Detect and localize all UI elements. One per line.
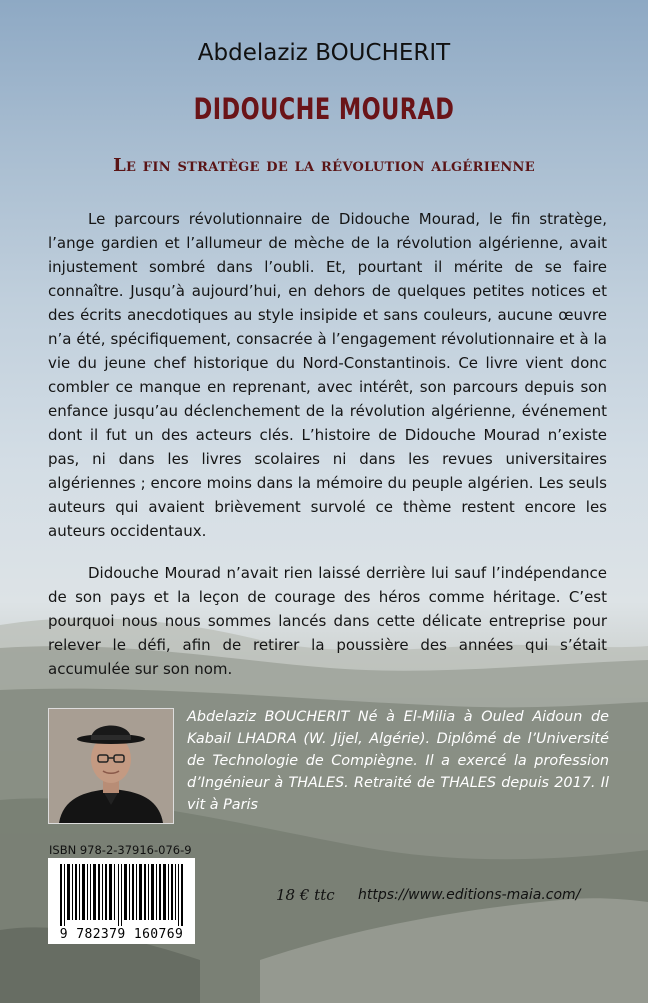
author-name: Abdelaziz BOUCHERIT bbox=[197, 40, 451, 66]
book-subtitle: Le fin stratège de la révolution algérienne bbox=[113, 155, 535, 176]
isbn-barcode bbox=[48, 858, 195, 944]
synopsis bbox=[48, 207, 607, 699]
publisher-url: https://www.editions-maia.com/ bbox=[358, 887, 581, 903]
barcode-digits: 9 782379 160769 bbox=[59, 927, 184, 942]
isbn-label: ISBN 978-2-37916-076-9 bbox=[49, 843, 192, 857]
price: 18 € ttc bbox=[276, 886, 335, 904]
author-bio: Abdelaziz BOUCHERIT Né à El-Milia à Ouled Aidoun de Kabail LHADRA (W. Jijel, Algérie). Diplômé de l’Université de Technologie de Compiègne. Il a exercé la profession d’Ingénieur à THALES. Retraité de THALES depuis 2017. Il vit à Paris bbox=[187, 709, 609, 813]
book-title: DIDOUCHE MOURAD bbox=[193, 92, 455, 126]
author-photo bbox=[48, 708, 174, 824]
synopsis-paragraph: Didouche Mourad n’avait rien laissé derrière lui sauf l’indépendance de son pays et la leçon de courage des héros comme héritage. C’est pourquoi nous nous sommes lancés dans cette délicate entreprise pour relever le défi, afin de retirer la poussière des années qui s’était accumulée sur son nom. bbox=[48, 564, 607, 678]
synopsis-paragraph: Le parcours révolutionnaire de Didouche Mourad, le fin stratège, l’ange gardien et l’allumeur de mèche de la révolution algérienne, avait injustement sombré dans l’oubli. Et, pourtant il mérite de se faire connaître. Jusqu’à aujourd’hui, en dehors de quelques petites notices et des écrits anecdotiques au style insipide et sans couleurs, aucune œuvre n’a été, spécifiquement, consacrée à l’engagement révolutionnaire et à la vie du jeune chef historique du Nord-Constantinois. Ce livre vient donc combler ce manque en reprenant, avec intérêt, son parcours depuis son enfance jusqu’au déclenchement de la révolution algérienne, événement dont il fut un des acteurs clés. L’histoire de Didouche Mourad n’existe pas, ni dans les livres scolaires ni dans les revues universitaires algériennes ; encore moins dans la mémoire du peuple algérien. Les seuls auteurs qui avaient brièvement survolé ce thème restent encore les auteurs occidentaux. bbox=[48, 210, 607, 540]
